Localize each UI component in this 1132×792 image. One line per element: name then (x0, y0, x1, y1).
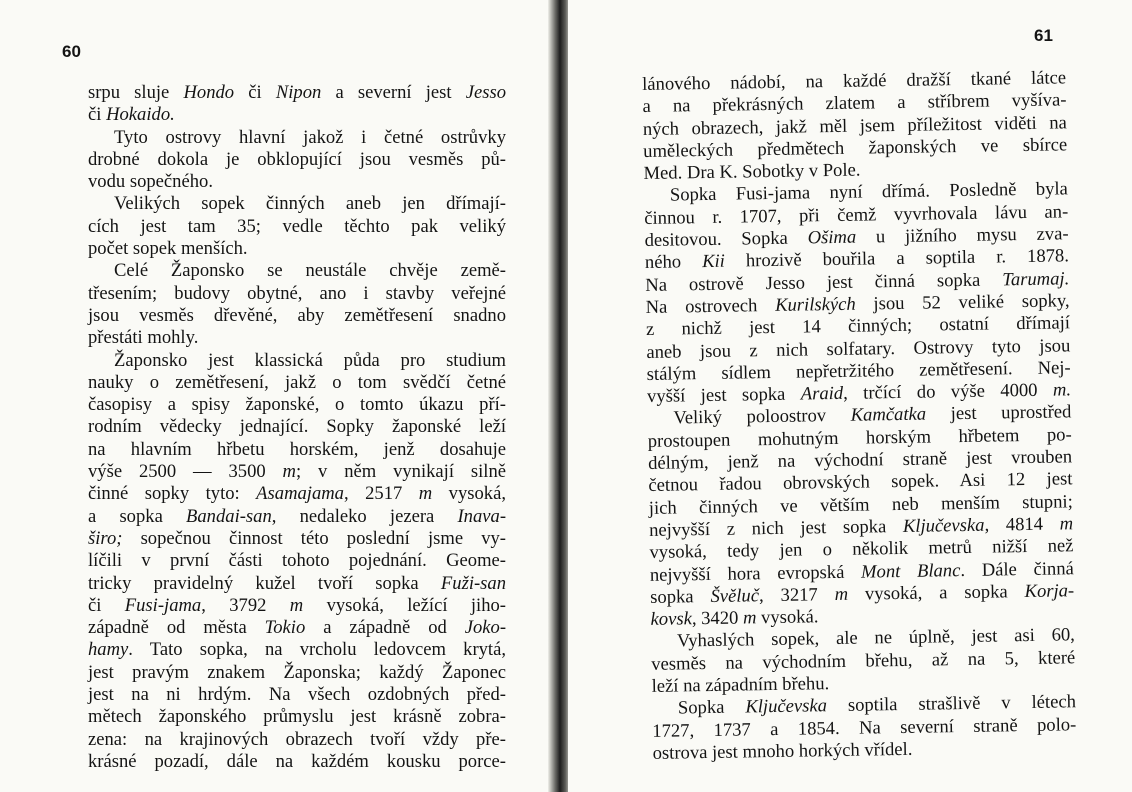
text-run: ných obrazech, jakž měl jsem příležitost viděti na (642, 111, 1067, 140)
text-run: časopisy a spisy žaponské, o tomto úkazu pří- (88, 394, 506, 416)
text-line (88, 595, 506, 617)
italic-term: Tokio (264, 617, 306, 639)
text-run: třesením; budovy obytné, ano i stavby veřejné (88, 282, 506, 304)
italic-term: Nipon (275, 82, 322, 103)
text-run: sopečnou činnost této poslední jsme vy- (122, 527, 506, 549)
text-line (88, 416, 506, 438)
text-run: Na ostrovech (645, 294, 776, 318)
text-run: vyšší jest sopka (646, 383, 801, 408)
text-run: západně od města (88, 617, 265, 639)
text-line (88, 260, 506, 282)
text-run: a severní jest (321, 82, 466, 103)
italic-term: m (282, 461, 296, 483)
text-run: desitovou. Sopka (644, 227, 808, 252)
text-line (88, 573, 506, 595)
text-run: či (88, 104, 107, 126)
text-run: srpu sluje (88, 82, 184, 103)
text-run: jest na ni hrdým. Na všech ozdobných před- (88, 684, 506, 706)
text-line (88, 193, 506, 215)
text-run: lánového nádobí, na každé dražší tkané látce (642, 67, 1067, 95)
text-run: přestáti mohly. (88, 327, 199, 349)
text-run: Žaponsko jest klassická půda pro studium (114, 349, 506, 371)
italic-term: Fuži-san (440, 572, 506, 594)
text-run: cích jest tam 35; vedle těchto pak veliký (88, 215, 506, 237)
text-run: a západně od (305, 617, 465, 639)
page-number-left: 60 (62, 42, 81, 61)
text-run: Celé Žaponsko se neustále chvěje země- (114, 260, 506, 282)
text-run: , trčící do výše 4000 (842, 379, 1054, 405)
italic-term: m (742, 607, 757, 629)
text-run: délným, jenž na východní straně jest vrouben (647, 446, 1073, 474)
text-run: vysoká, tedy jen o několik metrů nižší než (649, 535, 1074, 564)
text-line (88, 751, 506, 773)
text-run: Velikých sopek činných aneb jen dřímají- (114, 193, 506, 215)
text-run: ; v něm vynikají silně (295, 461, 506, 483)
italic-term: Tarumaj. (1002, 267, 1070, 291)
text-run: vodu sopečného. (88, 171, 213, 193)
text-run: rodním vědecky jednající. Sopky žaponské leží (88, 416, 506, 438)
text-run: nauky o zemětřesení, jakž o tom svědčí četné (88, 371, 506, 393)
text-run: leží na západním břehu. (651, 673, 830, 697)
text-run: Veliký poloostrov (673, 405, 851, 430)
text-run: vysoká, a sopka (847, 580, 1025, 605)
text-run: nejvyšší hora evropská (649, 561, 862, 586)
text-run: krásné pozadí, dále na každém kousku porce- (88, 750, 506, 772)
text-run: Sopka Fusi-jama nyní dřímá. Posledně byla (669, 178, 1069, 207)
text-run: . Dále činná (960, 557, 1074, 581)
text-run: ného (644, 251, 703, 274)
text-run: uměleckých předmětech žaponských ve sbírce (643, 134, 1068, 162)
italic-term: širo; (88, 527, 123, 549)
italic-term: Jesso (465, 82, 507, 103)
text-run: či (234, 82, 276, 103)
text-run: počet sopek menších. (88, 238, 248, 260)
text-run: činné sopky tyto: (88, 483, 257, 505)
italic-term: hamy (88, 639, 129, 661)
text-run: tricky pravidelný kužel tvoří sopka (88, 572, 441, 594)
text-run: zena: na krajinových obrazech tvoří vždy pře- (88, 728, 506, 750)
text-run: soptila strašlivě v létech (826, 691, 1077, 717)
page-number-right: 61 (1034, 26, 1053, 45)
italic-term: Korja- (1024, 580, 1075, 602)
text-line (88, 729, 506, 751)
text-run: hrozivě bouřila a soptila r. 1878. (724, 245, 1070, 273)
text-line (88, 82, 506, 104)
text-line (88, 662, 506, 684)
italic-term: Ključevska (745, 695, 828, 718)
italic-term: Araid (800, 383, 844, 405)
text-line (88, 483, 506, 505)
text-run: stálým sídlem nepřetržitého zemětřesení. Nej- (646, 357, 1071, 385)
text-run: , 2517 (343, 483, 419, 505)
text-run: líčili v první části tohoto pojednání. Geome- (88, 550, 506, 572)
italic-term: Kurilských (774, 293, 856, 316)
text-run: aneb jsou z nich solfatary. Ostrovy tyto jsou (646, 334, 1071, 363)
text-line (88, 283, 506, 305)
italic-term: m (418, 483, 433, 505)
right-page (568, 0, 1132, 792)
italic-term: m (289, 594, 304, 616)
text-line (88, 528, 506, 550)
text-line (88, 506, 506, 528)
italic-term: Švěluč (710, 585, 760, 607)
italic-term: m (834, 583, 849, 605)
text-run: jest uprostřed (925, 401, 1072, 426)
text-run: prostoupen mohutným horským hřbetem po- (647, 424, 1072, 452)
italic-term: Fusi-jama (124, 594, 202, 616)
italic-term: Hondo (183, 82, 235, 103)
italic-term: Hokaido. (106, 104, 175, 126)
text-run: na hlavním hřbetu horském, jenž dosahuje (88, 438, 506, 460)
text-line (88, 171, 506, 193)
text-run: u jižního mysu zva- (856, 223, 1069, 248)
text-line (88, 461, 506, 483)
text-line (88, 104, 506, 126)
right-page-text (642, 67, 1077, 765)
text-run: z nichž jest 14 činných; ostatní dřímají (645, 312, 1071, 341)
text-line (88, 617, 506, 639)
text-run: četnou řadou obrovských sopek. Asi 12 jest (648, 468, 1073, 497)
text-line (88, 149, 506, 171)
text-line (88, 305, 506, 327)
text-run: vysoká, (432, 483, 506, 505)
text-run: ostrova jest mnoho horkých vřídel. (652, 738, 913, 764)
text-run: , nedaleko jezera (271, 505, 458, 527)
text-run: Sopka (677, 696, 746, 719)
text-run: sopka (650, 585, 711, 608)
italic-term: Ošima (807, 226, 857, 249)
text-run: , 3420 (691, 607, 744, 630)
text-run: vysoká. (756, 606, 819, 629)
italic-term: Kii (701, 251, 726, 273)
text-run: činnou r. 1707, při čemž vyvrhovala lávu an- (644, 201, 1069, 229)
text-line (88, 216, 506, 238)
text-line (88, 327, 506, 349)
italic-term: Joko- (464, 617, 507, 639)
italic-term: Bandai-san (186, 505, 272, 527)
text-run: či (88, 594, 125, 616)
italic-term: kovsk (650, 608, 693, 631)
text-run: Med. Dra K. Sobotky v Pole. (643, 159, 861, 185)
italic-term: Ključevska (902, 514, 985, 537)
text-run: vesměs na východním břehu, až na 5, které (651, 646, 1076, 675)
italic-term: Mont Blanc (860, 559, 961, 583)
italic-term: m. (1052, 379, 1072, 401)
text-line (88, 550, 506, 572)
text-line (88, 684, 506, 706)
text-run: . Tato sopka, na vrcholu ledovcem krytá, (128, 639, 506, 661)
italic-term: Asamajama (256, 483, 344, 505)
text-line (88, 639, 506, 661)
text-run: drobné dokola je obklopující jsou vesměs pů- (88, 148, 506, 170)
text-run: jsou 52 veliké sopky, (855, 290, 1070, 315)
left-page-text (88, 82, 506, 773)
text-run: Vyhaslých sopek, ale ne úplně, jest asi 60, (676, 624, 1076, 652)
text-line (88, 372, 506, 394)
left-page (0, 0, 556, 792)
text-run: , 3792 (201, 594, 290, 616)
text-run: a sopka (88, 505, 187, 527)
text-run: , 3217 (758, 583, 835, 607)
text-line (88, 127, 506, 149)
text-line (88, 439, 506, 461)
text-run: Tyto ostrovy hlavní jakož i četné ostrůvky (114, 126, 506, 148)
text-line (88, 350, 506, 372)
text-run: a na překrásných zlatem a stříbrem vyšíva- (642, 89, 1067, 118)
text-run: jsou vesměs dřevěné, aby zemětřesení snadno (88, 304, 506, 326)
italic-term: m (1059, 513, 1074, 535)
text-run: jich činných ve větším neb menším stupni; (648, 490, 1073, 519)
text-run: 1727, 1737 a 1854. Na severní straně polo- (652, 713, 1077, 742)
text-run: vysoká, ležící jiho- (303, 594, 506, 616)
italic-term: Kamčatka (850, 404, 927, 427)
text-run: nejvyšší z nich jest sopka (649, 515, 904, 541)
text-run: jest pravým znakem Žaponska; každý Žaponec (88, 661, 506, 683)
text-line (88, 394, 506, 416)
text-run: výše 2500 — 3500 (88, 461, 283, 483)
text-run: , 4814 (984, 513, 1060, 536)
text-run: mětech žaponského průmyslu jest krásně zobra- (88, 706, 506, 728)
text-line (88, 238, 506, 260)
text-line (88, 706, 506, 728)
text-run: Na ostrově Jesso jest činná sopka (645, 269, 1003, 296)
italic-term: Inava- (457, 505, 507, 527)
